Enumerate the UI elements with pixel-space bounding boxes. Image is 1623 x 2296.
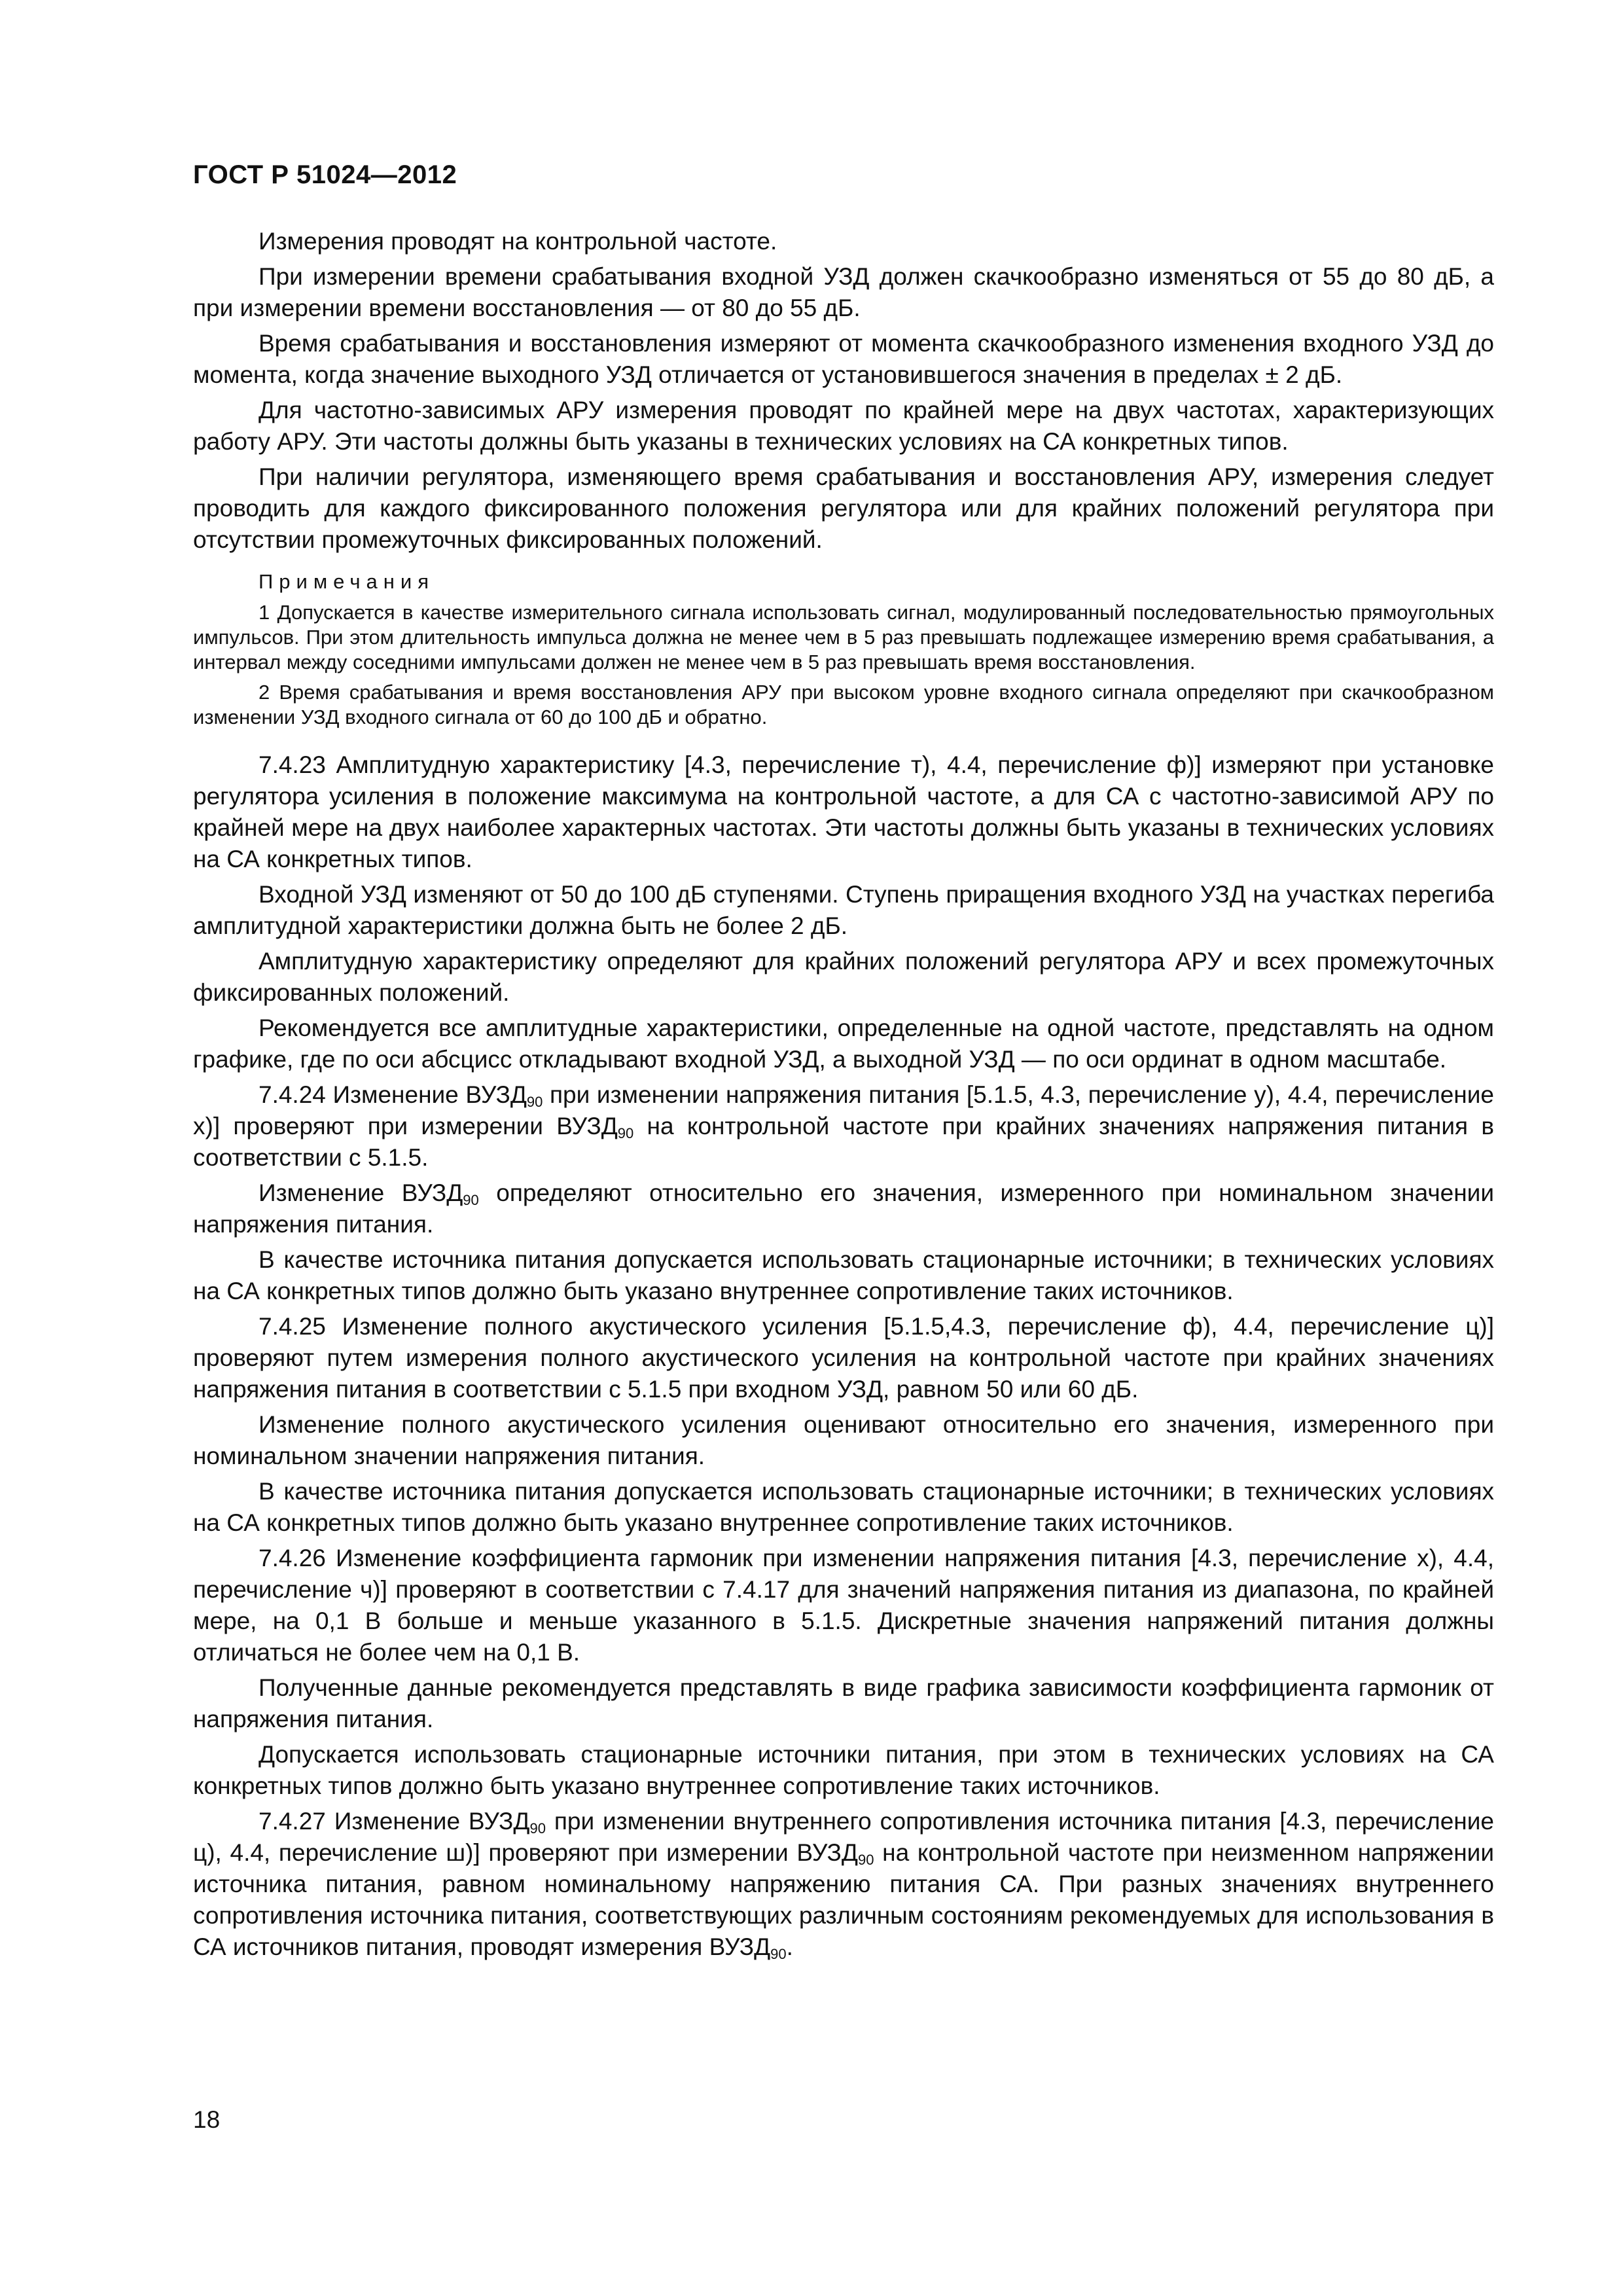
text-segment: на контрольной частоте при крайних значениях напряжения питания в соответствии с 5.1.5. bbox=[193, 1113, 1494, 1171]
paragraph bbox=[193, 1672, 1494, 1735]
paragraph bbox=[193, 1739, 1494, 1802]
paragraph bbox=[193, 461, 1494, 556]
paragraph bbox=[193, 1079, 1494, 1174]
paragraph bbox=[193, 1244, 1494, 1307]
text-segment: При наличии регулятора, изменяющего время срабатывания и восстановления АРУ, измерения следует проводить для каждого фиксированного положения регулятора или для крайних положений регулятора при отсутствии промежуточных фиксированных положений. bbox=[193, 463, 1494, 553]
text-segment: В качестве источника питания допускается использовать стационарные источники; в технических условиях на СА конкретных типов должно быть указано внутреннее сопротивление таких источников. bbox=[193, 1478, 1494, 1536]
text-segment: Изменение полного акустического усиления оценивают относительно его значения, измеренного при номинальном значении напряжения питания. bbox=[193, 1411, 1494, 1469]
text-segment: при изменении напряжения питания [5.1.5, 4.3, перечисление у), 4.4, перечисление х)] проверяют при измерении ВУЗД bbox=[193, 1081, 1494, 1139]
text-segment: Время срабатывания и восстановления измеряют от момента скачкообразного изменения входного УЗД до момента, когда значение выходного УЗД отличается от установившегося значения в пределах ± 2 дБ. bbox=[193, 330, 1494, 388]
paragraph bbox=[193, 946, 1494, 1009]
text-segment: Для частотно-зависимых АРУ измерения проводят по крайней мере на двух частотах, характеризующих работу АРУ. Эти частоты должны быть указаны в технических условиях на СА конкретных типов. bbox=[193, 397, 1494, 455]
text-segment: Рекомендуется все амплитудные характеристики, определенные на одной частоте, представлять на одном графике, где по оси абсцисс откладывают входной УЗД, а выходной УЗД — по оси ординат в одном масштабе. bbox=[193, 1014, 1494, 1073]
paragraph bbox=[193, 328, 1494, 391]
paragraph bbox=[193, 1543, 1494, 1668]
text-segment: при изменении внутреннего сопротивления источника питания [4.3, перечисление ц), 4.4, перечисление ш)] проверяют при измерении ВУЗД bbox=[193, 1808, 1494, 1866]
text-segment: на контрольной частоте при неизменном напряжении источника питания, равном номинальному напряжению питания СА. При разных значениях внутреннего сопротивления источника питания, соответствующих различным состояниям рекомендуемых для использования в СА источников питания, проводят измерения ВУЗД bbox=[193, 1839, 1494, 1960]
text-segment: определяют относительно его значения, измеренного при номинальном значении напряжения питания. bbox=[193, 1179, 1494, 1238]
subscript: 90 bbox=[526, 1094, 543, 1110]
subscript: 90 bbox=[529, 1820, 546, 1837]
text-segment: Измерения проводят на контрольной частоте. bbox=[259, 228, 777, 255]
paragraph bbox=[193, 261, 1494, 324]
notes-block bbox=[193, 567, 1494, 730]
subscript: 90 bbox=[463, 1192, 479, 1208]
paragraph bbox=[193, 395, 1494, 457]
text-segment: В качестве источника питания допускается использовать стационарные источники; в технических условиях на СА конкретных типов должно быть указано внутреннее сопротивление таких источников. bbox=[193, 1246, 1494, 1304]
paragraph bbox=[193, 1311, 1494, 1405]
page-number: 18 bbox=[193, 2106, 221, 2133]
paragraph bbox=[193, 1409, 1494, 1472]
notes-list bbox=[193, 600, 1494, 730]
text-segment: Изменение ВУЗД bbox=[259, 1179, 463, 1206]
paragraph bbox=[193, 1476, 1494, 1539]
paragraph bbox=[193, 1013, 1494, 1075]
paragraph bbox=[193, 1177, 1494, 1240]
text-segment: Полученные данные рекомендуется представлять в виде графика зависимости коэффициента гармоник от напряжения питания. bbox=[193, 1674, 1494, 1732]
paragraph bbox=[193, 879, 1494, 942]
note bbox=[193, 680, 1494, 730]
text-segment: Допускается использовать стационарные источники питания, при этом в технических условиях на СА конкретных типов должно быть указано внутреннее сопротивление таких источников. bbox=[193, 1741, 1494, 1799]
paragraph bbox=[193, 226, 1494, 257]
page-content bbox=[193, 226, 1494, 1967]
text-segment: 2 Время срабатывания и время восстановления АРУ при высоком уровне входного сигнала определяют при скачкообразном изменении УЗД входного сигнала от 60 до 100 дБ и обратно. bbox=[193, 681, 1494, 728]
text-segment: 7.4.25 Изменение полного акустического усиления [5.1.5,4.3, перечисление ф), 4.4, перечисление ц)] проверяют путем измерения полного акустического усиления на контрольной частоте при крайних значениях напряжения питания в соответствии с 5.1.5 при входном УЗД, равном 50 или 60 дБ. bbox=[193, 1313, 1494, 1403]
text-segment: 7.4.26 Изменение коэффициента гармоник при изменении напряжения питания [4.3, перечисление х), 4.4, перечисление ч)] проверяют в соответствии с 7.4.17 для значений напряжения питания из диапазона, по крайней мере, на 0,1 В больше и меньше указанного в 5.1.5. Дискретные значения напряжений питания должны отличаться не более чем на 0,1 В. bbox=[193, 1545, 1494, 1666]
subscript: 90 bbox=[617, 1125, 634, 1141]
notes-title: Примечания bbox=[259, 570, 435, 593]
paragraphs-main bbox=[193, 749, 1494, 1963]
text-segment: Амплитудную характеристику определяют для крайних положений регулятора АРУ и всех промежуточных фиксированных положений. bbox=[193, 948, 1494, 1006]
subscript: 90 bbox=[770, 1946, 787, 1962]
paragraphs-top bbox=[193, 226, 1494, 556]
text-segment: 7.4.23 Амплитудную характеристику [4.3, перечисление т), 4.4, перечисление ф)] измеряют при установке регулятора усиления в положение максимума на контрольной частоте, а для СА с частотно-зависимой АРУ по крайней мере на двух наиболее характерных частотах. Эти частоты должны быть указаны в технических условиях на СА конкретных типов. bbox=[193, 751, 1494, 872]
text-segment: 7.4.27 Изменение ВУЗД bbox=[259, 1808, 530, 1835]
text-segment: 1 Допускается в качестве измерительного сигнала использовать сигнал, модулированный последовательностью прямоугольных импульсов. При этом длительность импульса должна не менее чем в 5 раз превышать подлежащее измерению время срабатывания, а интервал между соседними импульсами должен не менее чем в 5 раз превышать время восстановления. bbox=[193, 601, 1494, 673]
document-header: ГОСТ Р 51024—2012 bbox=[193, 160, 457, 189]
subscript: 90 bbox=[857, 1852, 874, 1868]
text-segment: . bbox=[786, 1933, 793, 1960]
paragraph bbox=[193, 749, 1494, 875]
paragraph bbox=[193, 1806, 1494, 1963]
text-segment: При измерении времени срабатывания входной УЗД должен скачкообразно изменяться от 55 до 80 дБ, а при измерении времени восстановления — от 80 до 55 дБ. bbox=[193, 263, 1494, 321]
text-segment: 7.4.24 Изменение ВУЗД bbox=[259, 1081, 527, 1108]
note bbox=[193, 600, 1494, 675]
text-segment: Входной УЗД изменяют от 50 до 100 дБ ступенями. Ступень приращения входного УЗД на участках перегиба амплитудной характеристики должна быть не более 2 дБ. bbox=[193, 881, 1494, 939]
